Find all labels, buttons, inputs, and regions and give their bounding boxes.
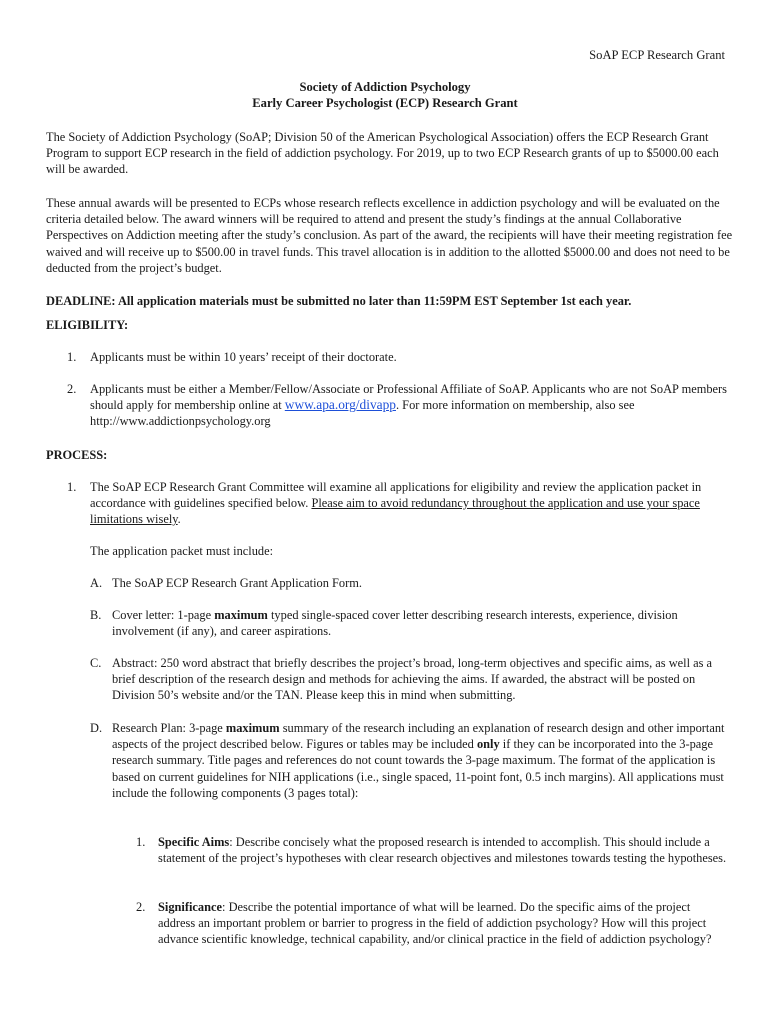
list-item-text [158, 899, 728, 948]
list-letter: D. [90, 721, 103, 735]
text-segment: if they can be incorporated into the 3-page research summary. Title pages and references do not count towards the 3-page maximum. The format of the application is based on current guidelines for NIH applications (i.e., single spaced, 11-point font, 0.5 inch margins). All applications must include the following components (3 pages total): [112, 737, 724, 800]
text-segment: : Describe the potential importance of what will be learned. Do the specific aims of the project address an important problem or barrier to progress in the field of addiction psychology? How will this project advance scientific knowledge, technical capability, and/or clinical practice in the field of addiction psychology? [158, 900, 712, 947]
list-item-text: The SoAP ECP Research Grant Application Form. [112, 576, 362, 590]
list-item-text [90, 479, 727, 528]
eligibility-heading: ELIGIBILITY: [46, 318, 129, 332]
text-segment: Applicants must be either a Member/Fellow/Associate or Professional Affiliate of SoAP. Applicants who are not SoAP members should apply for membership online at [90, 382, 727, 413]
emphasis-bold: maximum [214, 608, 268, 622]
list-number: 1. [136, 835, 146, 849]
text-segment: summary of the research including an explanation of research design and other important aspects of the project described below. Figures or tables may be included [112, 721, 725, 752]
component-label: Significance [158, 900, 223, 914]
list-number: 1. [67, 480, 77, 494]
text-segment: . [177, 512, 181, 527]
emphasis-bold: maximum [225, 721, 280, 735]
text-segment: : Describe concisely what the proposed research is intended to accomplish. This should include a statement of the project’s hypotheses with clear research objectives and milestones towards testing the hypotheses. [158, 835, 727, 866]
text-segment: Cover letter: 1-page [112, 608, 215, 622]
list-item-text [112, 720, 730, 801]
intro-paragraph-1: The Society of Addiction Psychology (SoAP; Division 50 of the American Psychological Association) offers the ECP Research Grant Program to support ECP research in the field of addiction psychology. For 2019, up to two ECP Research grants of up to $5000.00 each will be awarded. [46, 130, 719, 177]
list-number: 2. [136, 900, 146, 914]
document-title [0, 79, 770, 111]
list-item-text: Abstract: 250 word abstract that briefly describes the project’s broad, long-term objectives and specific aims, as well as a brief description of the research design and methods for achieving the aims. If awarded, the abstract will be posted on Division 50’s website and/or the TAN. Please keep this in mind when submitting. [112, 656, 713, 703]
text-segment: . For more information on membership, also see http://www.addictionpsychology.org [90, 398, 635, 429]
deadline-notice: DEADLINE: All application materials must be submitted no later than 11:59PM EST September 1st each year. [46, 294, 632, 308]
list-letter: C. [90, 656, 102, 670]
list-item-text [90, 381, 727, 430]
membership-link[interactable]: www.apa.org/divapp [284, 397, 396, 413]
text-segment: typed single-spaced cover letter describing research interests, experience, division involvement (if any), and career aspirations. [112, 608, 678, 639]
list-number: 2. [67, 382, 77, 396]
packet-intro: The application packet must include: [90, 544, 274, 558]
list-item-text: Applicants must be within 10 years’ receipt of their doctorate. [90, 350, 397, 364]
list-item-text [112, 607, 730, 639]
list-letter: B. [90, 608, 102, 622]
title-line-2: Early Career Psychologist (ECP) Research Grant [252, 96, 518, 111]
text-segment: The SoAP ECP Research Grant Committee will examine all applications for eligibility and review the application packet in accordance with guidelines specified below. [90, 480, 702, 511]
intro-paragraph-2: These annual awards will be presented to ECPs whose research reflects excellence in addiction psychology and will be evaluated on the criteria detailed below. The award winners will be required to attend and present the study’s findings at the annual Collaborative Perspectives on Addiction meeting after the study’s conclusion. As part of the award, the recipients will have their meeting registration fee waived and will receive up to $500.00 in travel funds. This travel allocation is in addition to the allotted $5000.00 and does not need to be deducted from the project’s budget. [46, 196, 733, 275]
list-letter: A. [90, 576, 103, 590]
component-label: Specific Aims [158, 835, 230, 849]
process-heading: PROCESS: [46, 448, 108, 462]
emphasis-underlined: Please aim to avoid redundancy throughout the application and use your space limitations wisely [90, 496, 700, 527]
text-segment: Research Plan: 3-page [112, 721, 226, 735]
title-line-1: Society of Addiction Psychology [299, 80, 471, 94]
running-header: SoAP ECP Research Grant [589, 48, 725, 62]
emphasis-bold: only [476, 737, 500, 752]
list-number: 1. [67, 350, 77, 364]
list-item-text [158, 834, 728, 866]
